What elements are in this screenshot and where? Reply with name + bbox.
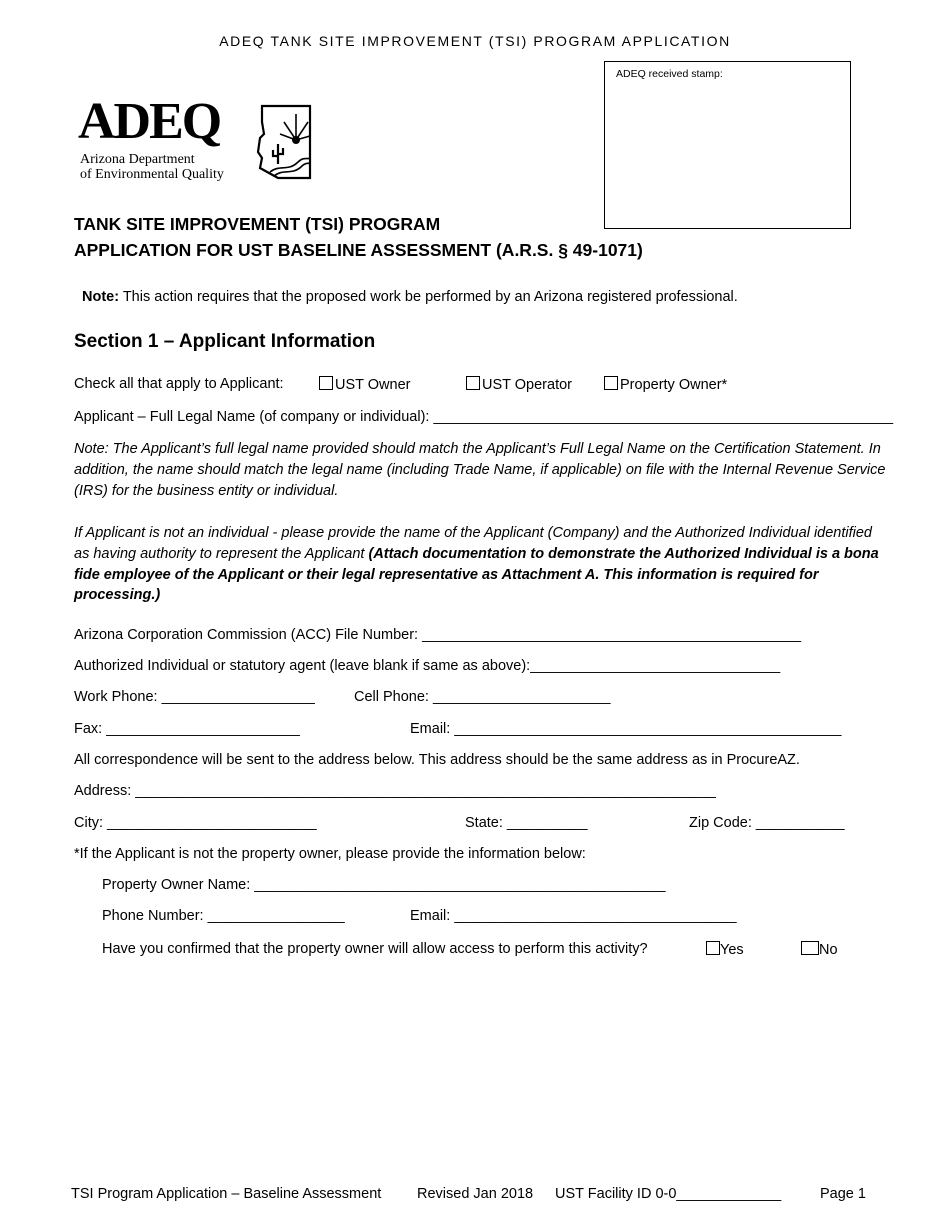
- received-stamp-label: ADEQ received stamp:: [616, 68, 723, 80]
- instructions-attachment: (Attach documentation to demonstrate the Authorized Individual is a bona fide employee of the Applicant or their legal representative as Attachment A. This information is required for processing.): [74, 545, 879, 604]
- legal-name-field[interactable]: Applicant – Full Legal Name (of company or individual): _________________________________________________________: [74, 409, 894, 425]
- form-title-line-2: APPLICATION FOR UST BASELINE ASSESSMENT (A.R.S. § 49-1071): [74, 240, 643, 260]
- owner-email-field[interactable]: Email: ___________________________________: [410, 908, 737, 924]
- access-no-option[interactable]: [801, 941, 838, 958]
- authorized-individual-field[interactable]: Authorized Individual or statutory agent (leave blank if same as above):_______________________________: [74, 658, 781, 674]
- access-no-label: No: [819, 942, 838, 958]
- property-owner-name-field[interactable]: Property Owner Name: ___________________________________________________: [102, 877, 666, 893]
- legal-name-note: Note: The Applicant’s full legal name provided should match the Applicant’s Full Legal Name on the Certification Statement. In addition, the name should match the legal name (including Trade Name, if applicable) on file with the Internal Revenue Service (IRS) for the business entity or individual.: [74, 441, 886, 499]
- ust-owner-label: UST Owner: [335, 377, 411, 393]
- logo-line-1: Arizona Department: [80, 152, 195, 167]
- zip-code-field[interactable]: Zip Code: ___________: [689, 815, 845, 831]
- check-prompt: Check all that apply to Applicant:: [74, 376, 284, 392]
- note-label: Note:: [82, 289, 120, 305]
- email-field[interactable]: Email: ________________________________________________: [410, 721, 842, 737]
- checkbox-ust-operator[interactable]: [466, 376, 572, 393]
- work-phone-field[interactable]: Work Phone: ___________________: [74, 689, 315, 705]
- registered-professional-note: [82, 289, 738, 305]
- owner-phone-field[interactable]: Phone Number: _________________: [102, 908, 345, 924]
- footer-doc-name: TSI Program Application – Baseline Assessment: [71, 1186, 382, 1202]
- footer-revised: Revised Jan 2018: [417, 1186, 534, 1202]
- instructions-text: If Applicant is not an individual - please provide the name of the Applicant (Company) and the Authorized Individual identified as having authority to represent the Applicant: [74, 525, 872, 562]
- footer-page-number: Page 1: [820, 1186, 866, 1202]
- ust-owner-checkbox[interactable]: [319, 376, 333, 390]
- adeq-logo: [78, 93, 318, 188]
- city-field[interactable]: City: __________________________: [74, 815, 317, 831]
- cell-phone-field[interactable]: Cell Phone: ______________________: [354, 689, 611, 705]
- logo-acronym: ADEQ: [78, 93, 221, 150]
- access-yes-checkbox[interactable]: [706, 941, 720, 955]
- property-owner-label: Property Owner*: [620, 377, 728, 393]
- checkbox-ust-owner[interactable]: [319, 376, 410, 393]
- access-yes-option[interactable]: [706, 941, 744, 958]
- property-owner-checkbox[interactable]: [604, 376, 618, 390]
- running-header: ADEQ TANK SITE IMPROVEMENT (TSI) PROGRAM APPLICATION: [219, 33, 731, 49]
- section-1-heading: Section 1 – Applicant Information: [74, 331, 376, 352]
- note-text: This action requires that the proposed work be performed by an Arizona registered professional.: [119, 289, 738, 305]
- acc-file-number-field[interactable]: Arizona Corporation Commission (ACC) File Number: _______________________________________________: [74, 627, 802, 643]
- access-yes-label: Yes: [720, 942, 744, 958]
- checkbox-property-owner[interactable]: [604, 376, 727, 393]
- footer-facility-id[interactable]: UST Facility ID 0-0_____________: [555, 1186, 782, 1202]
- logo-line-2: of Environmental Quality: [80, 167, 224, 182]
- correspondence-note: All correspondence will be sent to the address below. This address should be the same address as in ProcureAZ.: [74, 752, 800, 768]
- address-field[interactable]: Address: ________________________________________________________________________: [74, 783, 716, 799]
- access-question: Have you confirmed that the property owner will allow access to perform this activity?: [102, 941, 648, 957]
- authorized-individual-instructions: [74, 523, 889, 606]
- ust-operator-checkbox[interactable]: [466, 376, 480, 390]
- received-stamp-box: [604, 61, 851, 229]
- arizona-state-icon: [256, 102, 314, 182]
- ust-operator-label: UST Operator: [482, 377, 572, 393]
- access-no-checkbox[interactable]: [801, 941, 819, 955]
- property-owner-intro: *If the Applicant is not the property owner, please provide the information below:: [74, 846, 586, 862]
- fax-field[interactable]: Fax: ________________________: [74, 721, 300, 737]
- form-title-line-1: TANK SITE IMPROVEMENT (TSI) PROGRAM: [74, 214, 441, 234]
- state-field[interactable]: State: __________: [465, 815, 588, 831]
